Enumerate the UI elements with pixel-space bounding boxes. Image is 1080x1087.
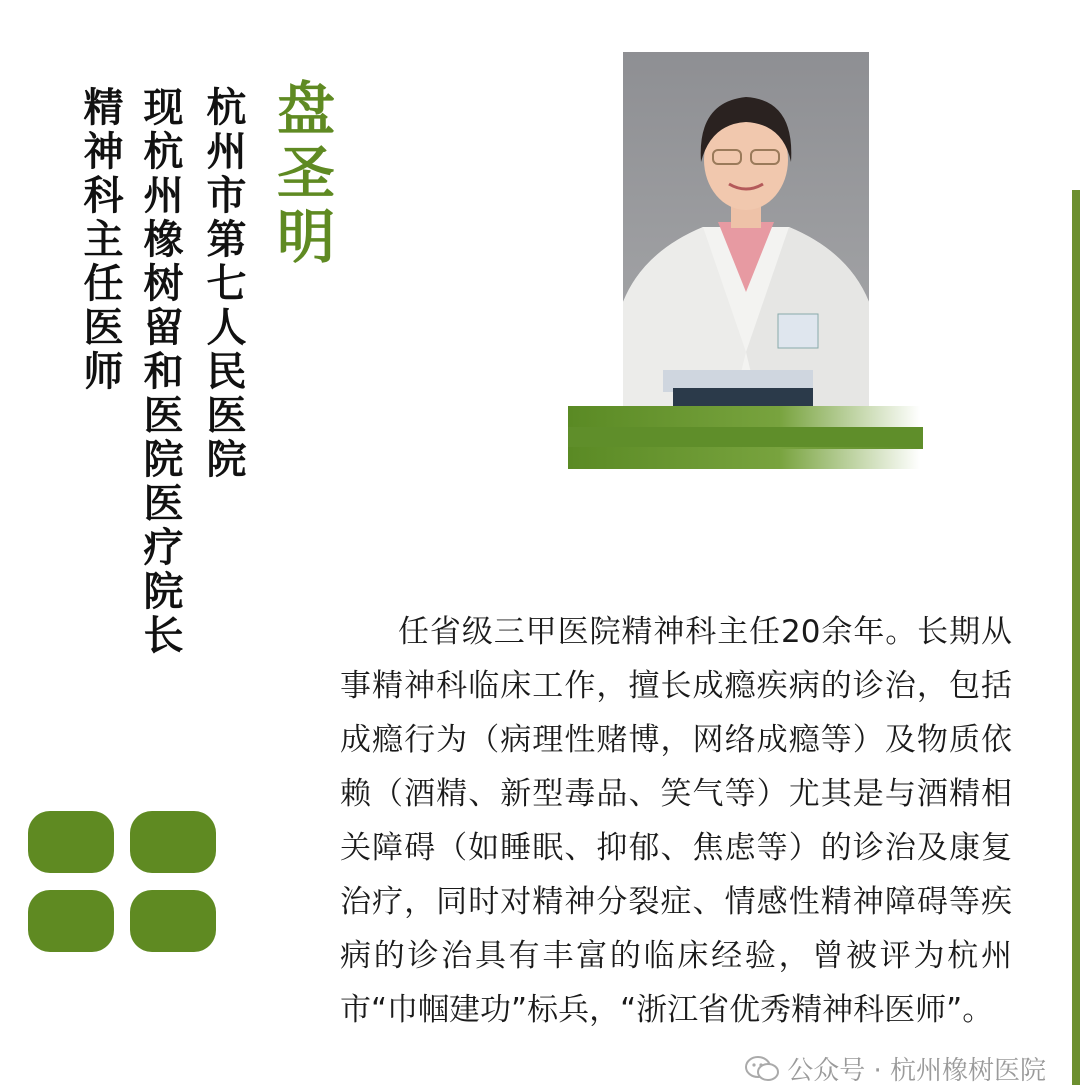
decor-block-2 [130, 811, 216, 873]
decor-block-3 [28, 890, 114, 952]
doctor-portrait-illustration [623, 52, 869, 406]
decor-stripe-3 [568, 447, 920, 469]
doctor-photo [623, 52, 869, 406]
decor-block-4 [130, 890, 216, 952]
doctor-name: 盘圣明 [267, 78, 335, 270]
right-accent-bar [1072, 190, 1080, 1085]
wechat-icon [745, 1055, 779, 1083]
watermark-text: 公众号 · 杭州橡树医院 [787, 1056, 1046, 1086]
title-line-2: 现杭州橡树留和医院医疗院长 [137, 86, 183, 658]
title-line-1: 杭州市第七人民医院 [200, 86, 246, 482]
decor-stripe-1 [568, 406, 920, 428]
doctor-biography: 任省级三甲医院精神科主任20余年。长期从事精神科临床工作，擅长成瘾疾病的诊治，包括成瘾行为（病理性赌博，网络成瘾等）及物质依赖（酒精、新型毒品、笑气等）尤其是与酒精相关障碍（如睡眠、抑郁、焦虑等）的诊治及康复治疗，同时对精神分裂症、情感性精神障碍等疾病的诊治具有丰富的临床经验，曾被评为杭州市“巾帼建功”标兵，“浙江省优秀精神科医师”。 [340, 614, 1012, 1028]
title-line-3: 精神科主任医师 [77, 86, 123, 394]
decor-stripe-2 [568, 427, 923, 449]
decor-block-1 [28, 811, 114, 873]
account-watermark [745, 1050, 1046, 1087]
